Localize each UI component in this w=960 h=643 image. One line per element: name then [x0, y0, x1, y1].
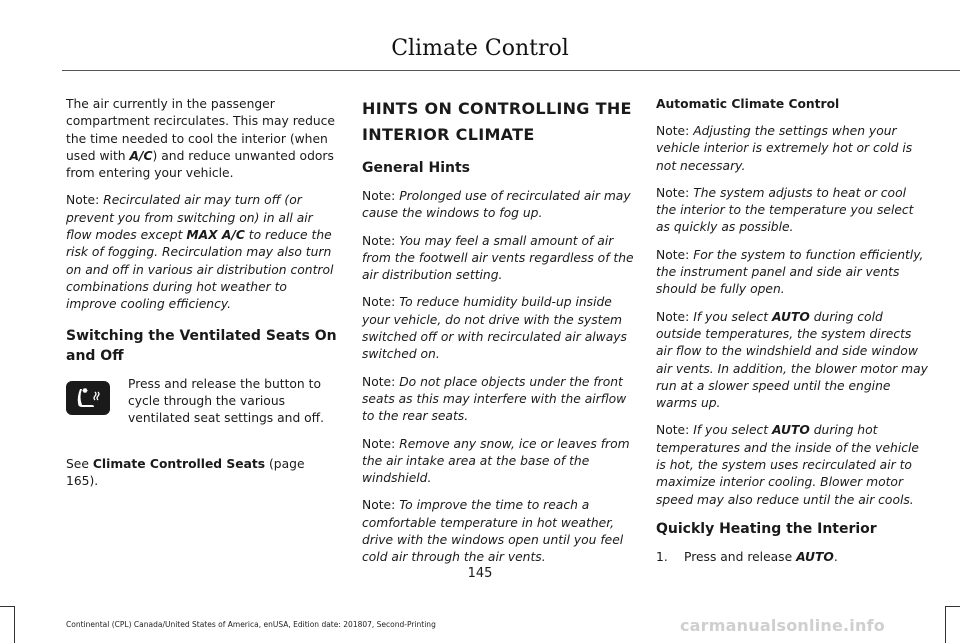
ventilated-seat-block — [66, 376, 338, 448]
auto-note: Note: If you select AUTO during cold outside temperatures, the system directs air flow to the windshield and side window air vents. In addition, the blower motor may run at a slower speed until the engine warms up. — [656, 309, 928, 411]
auto-term: AUTO — [796, 549, 834, 564]
page-header-title: Climate Control — [391, 36, 569, 61]
see-reference: See Climate Controlled Seats (page 165). — [66, 456, 305, 488]
column-right — [656, 96, 928, 576]
reference-link[interactable]: Climate Controlled Seats — [92, 456, 266, 471]
column-middle — [362, 96, 634, 577]
heading-quick-heating: Quickly Heating the Interior — [656, 520, 877, 537]
heading-automatic-climate: Automatic Climate Control — [656, 97, 840, 111]
auto-term: AUTO — [772, 423, 810, 438]
auto-note: Note: If you select AUTO during hot temperatures and the inside of the vehicle is hot, the system uses recirculated air to maximize interior cooling. Blower motor speed may also reduce until the air cools. — [656, 423, 919, 507]
ventilated-seat-icon — [66, 381, 110, 415]
ac-term: A/C — [129, 148, 153, 163]
hint-note: Note: Do not place objects under the front seats as this may interfere with the airflow to the rear seats. — [362, 374, 627, 424]
auto-note: Note: Adjusting the settings when your vehicle interior is extremely hot or cold is not necessary. — [656, 124, 913, 173]
note-label: Note: — [66, 193, 100, 208]
edition-footer: Continental (CPL) Canada/United States of America, enUSA, Edition date: 201807, Second-Printing — [66, 620, 436, 629]
crop-mark — [14, 606, 15, 643]
crop-mark — [945, 606, 960, 607]
ventilated-seat-icon-graphic — [73, 385, 103, 411]
hint-note: Note: Prolonged use of recirculated air may cause the windows to fog up. — [362, 189, 631, 221]
note-recirculation: Note: Recirculated air may turn off (or prevent you from switching on) in all air flow modes except MAX A/C to reduce the risk of fogging. Recirculation may also turn on and off in various air distribution control combinations during hot weather to improve cooling efficiency. — [66, 193, 334, 312]
ventilated-seat-instructions: Press and release the button to cycle through the various ventilated seat settings and off. — [128, 376, 325, 426]
page-number: 145 — [467, 566, 493, 581]
auto-term: AUTO — [772, 309, 810, 324]
hint-note: Note: To improve the time to reach a comfortable temperature in hot weather, drive with the windows open until you feel cold air through the air vents. — [362, 498, 624, 565]
heading-ventilated-seats: Switching the Ventilated Seats On and Off — [66, 327, 337, 364]
header-divider — [62, 70, 960, 71]
paragraph-recirculation: The air currently in the passenger compartment recirculates. This may reduce the time needed to cool the interior (when used with A/C) and reduce unwanted odors from entering your vehicle. — [66, 97, 335, 181]
watermark: carmanualsonline.info — [680, 616, 885, 635]
crop-mark — [0, 606, 14, 607]
auto-note: Note: The system adjusts to heat or cool the interior to the temperature you select as quickly as possible. — [656, 185, 914, 235]
hint-note: Note: You may feel a small amount of air from the footwell air vents regardless of the air distribution setting. — [362, 233, 634, 283]
step-item: 1. Press and release AUTO. — [656, 549, 838, 564]
hint-note: Note: Remove any snow, ice or leaves from the air intake area at the base of the windshield. — [362, 436, 630, 486]
auto-note: Note: For the system to function efficiently, the instrument panel and side air vents should be fully open. — [656, 247, 924, 297]
column-left — [66, 96, 338, 500]
hint-note: Note: To reduce humidity build-up inside your vehicle, do not drive with the system switched off or with recirculated air always switched on. — [362, 295, 627, 362]
crop-mark — [945, 606, 946, 643]
section-heading: HINTS ON CONTROLLING THE INTERIOR CLIMATE — [362, 99, 632, 144]
heading-general-hints: General Hints — [362, 160, 470, 176]
max-ac-term: MAX A/C — [186, 228, 245, 243]
